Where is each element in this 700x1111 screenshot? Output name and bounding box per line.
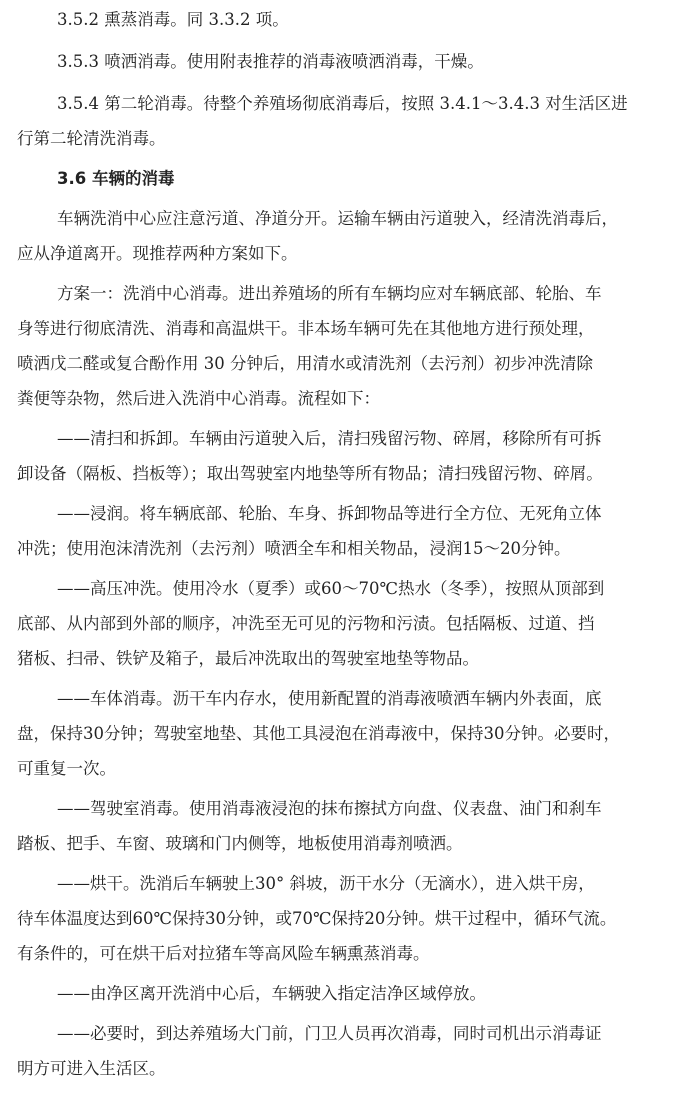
text-line: 喷洒戊二醛或复合酚作用 30 分钟后，用清水或清洗剂（去污剂）初步冲洗清除 [17, 354, 593, 373]
text-line: 卸设备（隔板、挡板等）；取出驾驶室内地垫等所有物品；清扫残留污物、碎屑。 [17, 464, 603, 483]
text-line: 身等进行彻底清洗、消毒和高温烘干。非本场车辆可先在其他地方进行预处理， [17, 319, 595, 338]
text-line: 冲洗；使用泡沫清洗剂（去污剂）喷洒全车和相关物品，浸润15～20分钟。 [17, 539, 571, 558]
text-line-3-5-4: 3.5.4 第二轮消毒。待整个养殖场彻底消毒后，按照 3.4.1～3.4.3 对生活区进 [57, 94, 628, 113]
text-line-step: ——由净区离开洗消中心后，车辆驶入指定洁净区域停放。 [57, 984, 486, 1003]
text-line: 踏板、把手、车窗、玻璃和门内侧等，地板使用消毒剂喷洒。 [17, 834, 463, 853]
text-line: 猪板、扫帚、铁铲及箱子，最后冲洗取出的驾驶室地垫等物品。 [17, 649, 479, 668]
text-line: 有条件的，可在烘干后对拉猪车等高风险车辆熏蒸消毒。 [17, 944, 430, 963]
text-line-step: ——清扫和拆卸。车辆由污道驶入后，清扫残留污物、碎屑，移除所有可拆 [57, 429, 602, 448]
text-line: 盘，保持30分钟；驾驶室地垫、其他工具浸泡在消毒液中，保持30分钟。必要时， [17, 724, 620, 743]
text-line-step: ——浸润。将车辆底部、轮胎、车身、拆卸物品等进行全方位、无死角立体 [57, 504, 602, 523]
text-line-step: ——烘干。洗消后车辆驶上30° 斜坡，沥干水分（无滴水），进入烘干房， [57, 874, 595, 893]
text-line: 明方可进入生活区。 [17, 1059, 166, 1078]
text-line-step: ——车体消毒。沥干车内存水，使用新配置的消毒液喷洒车辆内外表面，底 [57, 689, 602, 708]
text-line: 行第二轮清洗消毒。 [17, 129, 166, 148]
text-line-3-5-2: 3.5.2 熏蒸消毒。同 3.3.2 项。 [57, 10, 289, 29]
text-line: 底部、从内部到外部的顺序，冲洗至无可见的污物和污渍。包括隔板、过道、挡 [17, 614, 595, 633]
text-line-step: ——必要时，到达养殖场大门前，门卫人员再次消毒，同时司机出示消毒证 [57, 1024, 602, 1043]
text-line-3-5-3: 3.5.3 喷洒消毒。使用附表推荐的消毒液喷洒消毒，干燥。 [57, 52, 484, 71]
text-line: 可重复一次。 [17, 759, 116, 778]
text-line-scheme-one: 方案一：洗消中心消毒。进出养殖场的所有车辆均应对车辆底部、轮胎、车 [57, 284, 602, 303]
section-heading-3-6: 3.6 车辆的消毒 [57, 169, 175, 188]
text-line-step: ——高压冲洗。使用冷水（夏季）或60～70℃热水（冬季），按照从顶部到 [57, 579, 605, 598]
text-line: 车辆洗消中心应注意污道、净道分开。运输车辆由污道驶入，经清洗消毒后， [57, 209, 618, 228]
text-line: 粪便等杂物，然后进入洗消中心消毒。流程如下： [17, 389, 380, 408]
text-line: 待车体温度达到60℃保持30分钟，或70℃保持20分钟。烘干过程中，循环气流。 [17, 909, 617, 928]
text-line: 应从净道离开。现推荐两种方案如下。 [17, 244, 298, 263]
text-line-step: ——驾驶室消毒。使用消毒液浸泡的抹布擦拭方向盘、仪表盘、油门和刹车 [57, 799, 602, 818]
